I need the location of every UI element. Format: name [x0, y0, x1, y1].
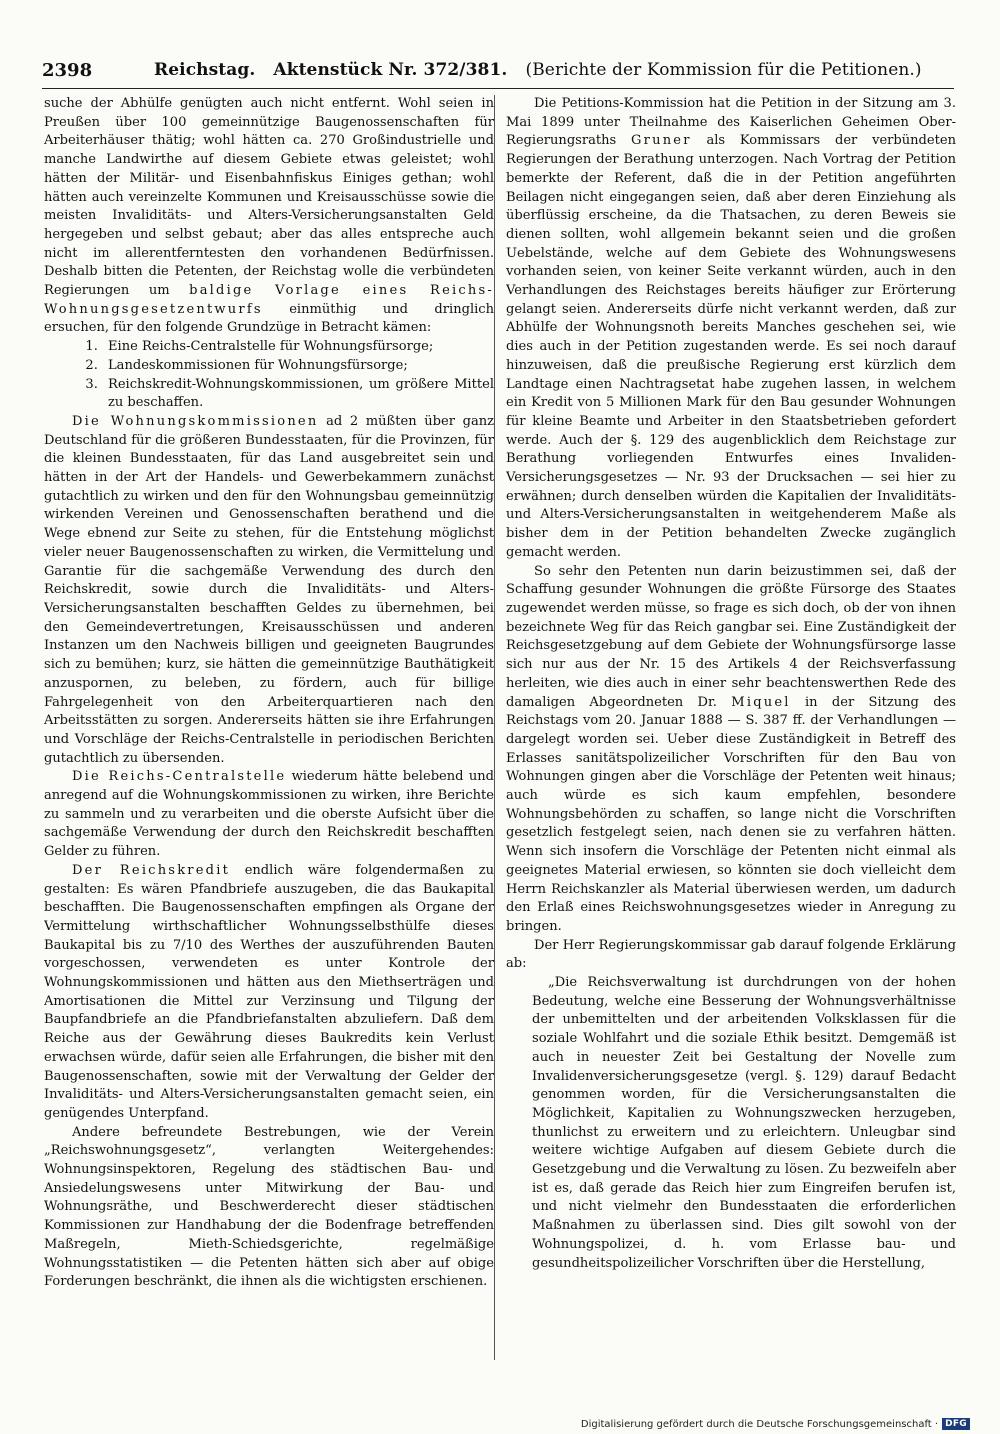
left-para3-lead: Die Reichs-Centralstelle — [72, 769, 287, 785]
left-para1-text: suche der Abhülfe genügten auch nicht entfernt. Wohl seien in Preußen über 100 gemeinnützige Baugenossenschaften für Arbeiterhäuser thätig; wohl hätten ca. 270 Großindustrielle und manche Landwirthe auf diesem Gebiete etwas geleistet; wohl hätten der Militär- und Eisenbahnfiskus Einiges gethan; wohl hätten auch vereinzelte Kommunen und Kreisausschüsse sowie die meisten Invaliditäts- und Alters-Versicherungsanstalten Geld hergegeben und selbst gebaut; aber das alles entspreche auch nicht im allerentferntesten den vorhandenen Bedürfnissen. Deshalb bitten die Petenten, der Reichstag wolle die verbündeten Regierungen um — [44, 96, 494, 299]
demands-list — [44, 338, 494, 413]
list-item: 3. Reichskredit-Wohnungskommissionen, um größere Mittel zu beschaffen. — [102, 376, 494, 413]
footer-text: Digitalisierung gefördert durch die Deutsche Forschungsgemeinschaft · — [580, 1418, 939, 1430]
page-header — [42, 58, 954, 89]
list-item: 1. Eine Reichs-Centralstelle für Wohnungsfürsorge; — [102, 338, 494, 357]
right-paragraph-1 — [506, 95, 956, 563]
running-title — [154, 60, 922, 80]
header-document: Aktenstück Nr. 372/381. — [273, 60, 508, 80]
left-para2-lead: Die Wohnungskommissionen — [72, 413, 319, 429]
header-source: Reichstag. — [154, 60, 256, 80]
header-section: (Berichte der Kommission für die Petitionen.) — [525, 60, 922, 80]
right-para2-name: Miquel — [731, 694, 791, 710]
left-paragraph-1 — [44, 95, 494, 338]
left-paragraph-5: Andere befreundete Bestrebungen, wie der Verein „Reichswohnungsgesetz“, verlangten Weitergehendes: Wohnungsinspektoren, Regelung des städtischen Bau- und Ansiedelungswesens unter Mitwirkung der Bau- und Wohnungsräthe, und Beschwerderecht dieser städtischen Kommissionen zur Handhabung der die Bodenfrage betreffenden Maßregeln, Mieth-Schiedsgerichte, regelmäßige Wohnungsstatistiken — die Petenten hätten sich aber auf obige Forderungen beschränkt, die ihnen als die wichtigsten erschienen. — [44, 1124, 494, 1290]
left-para4-text: endlich wäre folgendermaßen zu gestalten: Es wären Pfandbriefe auszugeben, die das Baukapital beschafften. Die Baugenossenschaften empfingen als Organe der Vermittelung wirthschaftlicher Wohnungsselbsthülfe dieses Baukapital bis zu 7/10 des Werthes der auszuführenden Bauten vorgeschossen, verwendeten es unter Kontrole der Wohnungskommissionen und hätten aus den Miethserträgen und Amortisationen die Mittel zur Verzinsung und Tilgung der Baupfandbriefe an die Pfandbriefanstalten abzuliefern. Daß dem Reiche aus der Gewährung dieses Baukredits kein Verlust erwachsen würde, dafür seien alle Erfahrungen, die bisher mit den Baugenossenschaften, sowie mit der Verwaltung der Gelder der Invaliditäts- und Alters-Versicherungsanstalten gemacht seien, ein genügendes Unterpfand. — [44, 862, 494, 1121]
page-number: 2398 — [42, 60, 93, 81]
left-para4-lead: Der Reichskredit — [72, 862, 231, 878]
left-para1-end: einmüthig und dringlich ersuchen, für den folgende Grundzüge in Betracht kämen: — [44, 301, 494, 336]
left-paragraph-2 — [44, 413, 494, 768]
right-paragraph-2 — [506, 563, 956, 937]
government-statement-quote: „Die Reichsverwaltung ist durchdrungen von der hohen Bedeutung, welche eine Besserung der Wohnungsverhältnisse der unbemittelten und der arbeitenden Volksklassen für die soziale Wohlfahrt und die soziale Ethik besitzt. Demgemäß ist auch in neuester Zeit bei Gestaltung der Novelle zum Invalidenversicherungsgesetze (vergl. §. 129) darauf Bedacht genommen worden, für die Versicherungsanstalten die Möglichkeit, Kapitalien zu Wohnungszwecken herzugeben, thunlichst zu erweitern und zu erleichtern. Unleugbar sind weitere wichtige Aufgaben auf diesem Gebiete durch die Gesetzgebung und die Verwaltung zu lösen. Zu bezweifeln aber ist es, daß gerade das Reich hier zum Eingreifen berufen ist, und nicht vielmehr den Bundesstaaten die erforderlichen Maßnahmen zu überlassen sind. Dies gilt sowohl von der Wohnungspolizei, d. h. vom Erlasse bau- und gesundheitspolizeilicher Vorschriften über die Herstellung, — [532, 975, 956, 1271]
list-item: 2. Landeskommissionen für Wohnungsfürsorge; — [102, 357, 494, 376]
column-divider — [494, 95, 495, 1360]
left-para2-text: ad 2 müßten über ganz Deutschland für die größeren Bundesstaaten, für die Provinzen, für die kleinen Bundesstaaten, für das Land ausgebreitet sein und hätten in der Art der Handels- und Gewerbekammern zunächst gutachtlich zu wirken und den für den Wohnungsbau gemeinnützig wirkenden Vereinen und Genossenschaften berathend und die Wege ebnend zur Seite zu stehen, für die Entstehung möglichst vieler neuer Baugenossenschaften zu wirken, die Vermittelung und Garantie für die sachgemäße Verwendung des durch den Reichskredit, sowie durch die Invaliditäts- und Alters-Versicherungsanstalten beschafften Geldes zu übernehmen, bei den Gemeindevertretungen, Kreisausschüssen und anderen Instanzen um den Nachweis billigen und geeigneten Baugrundes sich zu bemühen; kurz, sie hätten die gemeinnützige Bauthätigkeit anzuspornen, zu beleben, zu fördern, auch für billige Fahrgelegenheit von den Arbeiterquartieren nach den Arbeitsstätten zu sorgen. Andererseits hätten sie ihre Erfahrungen und Vorschläge der Reichs-Centralstelle in periodischen Berichten gutachtlich zu übersenden. — [44, 413, 494, 766]
right-para1-a: Die Petitions-Kommission hat die Petition in der Sitzung am 3. Mai 1899 unter Theilnahme des Kaiserlichen Geheimen Ober-Regierungsraths — [506, 96, 956, 149]
right-paragraph-3: Der Herr Regierungskommissar gab darauf folgende Erklärung ab: — [506, 937, 956, 972]
left-paragraph-4 — [44, 862, 494, 1124]
dfg-logo-icon: DFG — [942, 1418, 970, 1430]
right-para2-a: So sehr den Petenten nun darin beizustimmen sei, daß der Schaffung gesunder Wohnungen die größte Fürsorge des Staates zugewendet werden müsse, so frage es sich doch, ob der von ihnen bezeichnete Weg für das Reich gangbar sei. Eine Zuständigkeit der Reichsgesetzgebung auf dem Gebiete der Wohnungsfürsorge lasse sich nur aus der Nr. 15 des Artikels 4 der Reichsverfassung herleiten, wie dies auch in einer sehr beachtenswerthen Rede des damaligen Abgeordneten Dr. — [506, 563, 956, 710]
left-column — [44, 95, 494, 1360]
left-paragraph-3 — [44, 768, 494, 862]
left-para3-text: wiederum hätte belebend und anregend auf die Wohnungskommissionen zu wirken, ihre Berichte zu sammeln und zu verarbeiten und die oberste Aufsicht über die sachgemäße Verwendung der durch den Reichskredit beschafften Gelder zu führen. — [44, 769, 494, 860]
right-para2-b: in der Sitzung des Reichstags vom 20. Januar 1888 — S. 387 ff. der Verhandlungen — dargelegt worden sei. Ueber diese Zuständigkeit in Betreff des Erlasses sanitätspolizeilicher Vorschriften für den Bau von Wohnungen gingen aber die Vorschläge der Petenten weit hinaus; auch würde es sich kaum empfehlen, besondere Wohnungsbehörden zu schaffen, so lange nicht die Vorschriften gesetzlich festgelegt seien, nach denen sie zu verfahren hätten. Wenn sich insofern die Vorschläge der Petenten nicht einmal als geeignetes Material erwiesen, so könnten sie doch vielleicht dem Herrn Reichskanzler als Material überwiesen werden, um dadurch den Erlaß eines Reichswohnungsgesetzes wieder in Anregung zu bringen. — [506, 694, 956, 934]
left-para1-spaced: baldige Vorlage eines Reichs-Wohnungsgesetzentwurfs — [44, 283, 494, 317]
right-column — [506, 95, 956, 1360]
right-para1-name: Gruner — [631, 133, 692, 149]
footer-credit — [581, 1418, 970, 1430]
right-para1-b: als Kommissars der verbündeten Regierungen der Berathung unterzogen. Nach Vortrag der Petition bemerkte der Referent, daß die in der Petition angeführten Beilagen nicht eingegangen seien, daß aber deren Einziehung als überflüssig erscheine, da die Thatsachen, zu deren Beweis sie dienen sollten, wohl allgemein bekannt seien und die großen Uebelstände, welche auf dem Gebiete des Wohnungswesens vorhanden seien, von keiner Seite verkannt würden, auch in den Verhandlungen des Reichstages bereits häufiger zur Erörterung gelangt seien. Andererseits dürfe nicht verkannt werden, daß zur Abhülfe der Wohnungsnoth bereits Manches geschehen sei, wie dies auch in der Petition zugestanden werde. Es sei noch darauf hinzuweisen, daß die preußische Regierung erst kürzlich dem Landtage einen Nachtragsetat habe zugehen lassen, in welchem ein Kredit von 5 Millionen Mark für den Bau gesunder Wohnungen für kleine Beamte und Arbeiter in den Staatsbetrieben gefordert werde. Auch der §. 129 des augenblicklich dem Reichstage zur Berathung vorliegenden Entwurfes eines Invaliden-Versicherungsgesetzes — Nr. 93 der Drucksachen — sei hier zu erwähnen; durch denselben würden die Kapitalien der Invaliditäts- und Alters-Versicherungsanstalten in weitgehenderem Maße als bisher dem in der Petition behandelten Zwecke zugänglich gemacht werden. — [506, 133, 956, 560]
